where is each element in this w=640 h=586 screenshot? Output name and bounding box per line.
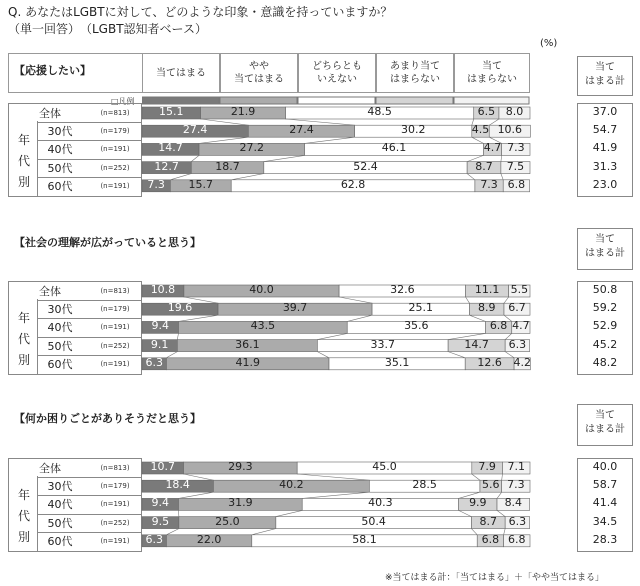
- value-label: 6.8: [489, 319, 508, 333]
- legend-swatch-4: [376, 97, 453, 104]
- total-header-1: 当て はまる計: [577, 56, 633, 96]
- age-group-char: 年: [17, 488, 30, 503]
- value-label: 7.3: [480, 177, 498, 191]
- sample-size-label: (n=813): [100, 464, 130, 472]
- value-label: 6.3: [145, 532, 163, 546]
- row-label: 全体: [39, 462, 61, 475]
- value-label: 40.0: [249, 283, 274, 296]
- row-label: 50代: [47, 339, 73, 353]
- value-label: 19.6: [167, 301, 193, 315]
- value-label: 6.8: [481, 532, 500, 546]
- value-label: 6.3: [508, 337, 527, 351]
- age-group-char: 別: [17, 530, 30, 545]
- sample-size-label: (n=191): [100, 323, 130, 332]
- value-label: 10.6: [497, 123, 523, 137]
- connector-line: [448, 352, 465, 358]
- connector-line: [178, 315, 218, 321]
- connector-line: [302, 492, 369, 498]
- row-divider: [38, 477, 142, 478]
- legend-swatch-5: [454, 97, 529, 104]
- sample-size-label: (n=813): [100, 109, 130, 117]
- total-value: 54.7: [592, 123, 618, 137]
- value-label: 40.2: [279, 478, 304, 492]
- legend-swatch-2: [220, 97, 297, 104]
- unit-label: (%): [540, 38, 558, 49]
- value-label: 4.7: [512, 319, 530, 333]
- total-value: 50.8: [592, 283, 618, 296]
- section-title-2: 【社会の理解が広がっていると思う】: [14, 236, 201, 249]
- value-label: 52.4: [353, 159, 378, 173]
- connector-line: [264, 155, 305, 161]
- total-value: 45.2: [592, 337, 618, 351]
- total-value: 34.5: [592, 514, 618, 528]
- connector-line: [252, 529, 276, 535]
- row-divider: [38, 159, 142, 160]
- value-label: 6.7: [508, 301, 526, 315]
- row-divider: [38, 514, 142, 515]
- value-label: 18.4: [165, 478, 190, 492]
- row-divider: [38, 495, 142, 496]
- value-label: 9.9: [469, 496, 487, 510]
- total-header-3: 当て はまる計: [577, 404, 633, 446]
- row-label: 40代: [47, 143, 73, 157]
- value-label: 22.0: [196, 532, 222, 546]
- value-label: 7.3: [507, 478, 525, 492]
- value-label: 8.0: [505, 105, 524, 118]
- value-label: 35.1: [384, 355, 410, 369]
- sample-size-label: (n=179): [100, 127, 130, 136]
- value-label: 6.3: [145, 355, 163, 369]
- section-title-3: 【何か困りごとがありそうだと思う】: [14, 412, 201, 425]
- row-label: 60代: [47, 357, 73, 371]
- age-group-char: 代: [17, 332, 30, 347]
- value-label: 27.4: [182, 123, 208, 137]
- value-label: 21.9: [230, 105, 256, 118]
- sample-size-label: (n=252): [100, 518, 130, 527]
- age-group-char: 別: [17, 175, 30, 190]
- value-label: 43.5: [250, 319, 276, 333]
- legend-swatch-bar: [142, 96, 530, 105]
- value-label: 6.8: [508, 532, 526, 546]
- value-label: 7.1: [507, 460, 525, 473]
- value-label: 15.1: [159, 105, 184, 118]
- value-label: 27.2: [239, 141, 265, 155]
- value-label: 28.5: [412, 478, 437, 492]
- value-label: 25.0: [215, 514, 240, 528]
- value-label: 36.1: [235, 337, 260, 351]
- row-divider: [38, 177, 142, 178]
- age-group-char: 代: [17, 154, 30, 169]
- value-label: 6.3: [508, 514, 527, 528]
- connector-line: [305, 137, 355, 143]
- total-value: 28.3: [592, 532, 618, 546]
- value-label: 7.5: [506, 159, 525, 173]
- row-divider: [38, 355, 142, 356]
- row-divider: [38, 337, 142, 338]
- column-header-3: どちらとも いえない: [298, 53, 376, 93]
- value-label: 5.5: [510, 283, 529, 296]
- value-label: 48.5: [367, 105, 392, 118]
- section-title-1: 【応援したい】: [14, 64, 91, 77]
- sample-size-label: (n=191): [100, 181, 130, 190]
- question-subtitle: （単一回答） （LGBT認知者ベース）: [8, 22, 207, 36]
- value-label: 12.6: [477, 355, 502, 369]
- value-label: 6.8: [507, 177, 526, 191]
- row-label: 30代: [47, 480, 73, 494]
- connector-line: [317, 333, 347, 339]
- value-label: 4.2: [513, 355, 531, 369]
- age-group-char: 代: [17, 509, 30, 524]
- value-label: 8.4: [504, 496, 523, 510]
- row-label: 全体: [39, 107, 61, 120]
- legend-label: □凡例: [111, 97, 135, 106]
- connector-line: [339, 297, 372, 303]
- value-label: 15.7: [188, 177, 214, 191]
- value-label: 29.3: [228, 460, 253, 473]
- sample-size-label: (n=813): [100, 287, 130, 295]
- total-value: 52.9: [592, 319, 618, 333]
- total-value: 48.2: [592, 355, 618, 369]
- value-label: 31.9: [228, 496, 253, 510]
- sample-size-label: (n=179): [100, 305, 130, 314]
- total-header-2: 当て はまる計: [577, 228, 633, 270]
- value-label: 12.7: [154, 159, 179, 173]
- column-header-5: 当て はまらない: [454, 53, 530, 93]
- total-value: 41.4: [592, 496, 618, 510]
- connector-line: [347, 315, 372, 321]
- connector-line: [276, 510, 302, 516]
- column-header-1: 当てはまる: [142, 53, 220, 93]
- age-group-char: 別: [17, 353, 30, 368]
- sample-size-label: (n=252): [100, 163, 130, 172]
- row-divider: [38, 300, 142, 301]
- value-label: 62.8: [340, 177, 366, 191]
- row-label: 30代: [47, 125, 73, 139]
- column-header-4: あまり当て はまらない: [376, 53, 454, 93]
- value-label: 9.1: [150, 337, 169, 351]
- row-label: 60代: [47, 179, 73, 193]
- value-label: 58.1: [352, 532, 377, 546]
- value-label: 25.1: [408, 301, 434, 315]
- value-label: 7.3: [507, 141, 525, 155]
- total-value: 41.9: [592, 141, 618, 155]
- connector-line: [191, 155, 199, 161]
- value-label: 33.7: [370, 337, 395, 351]
- question-text: Q. あなたはLGBTに対して、どのような印象・意識を持っていますか？: [8, 5, 393, 19]
- total-value: 23.0: [592, 177, 618, 191]
- value-label: 8.7: [479, 514, 498, 528]
- value-label: 7.9: [478, 460, 496, 473]
- age-group-char: 年: [17, 133, 30, 148]
- value-label: 5.6: [482, 478, 500, 492]
- value-label: 18.7: [215, 159, 240, 173]
- value-label: 45.0: [372, 460, 397, 473]
- value-label: 32.6: [390, 283, 415, 296]
- sample-size-label: (n=252): [100, 341, 130, 350]
- value-label: 11.1: [474, 283, 500, 296]
- value-label: 50.4: [361, 514, 386, 528]
- legend-swatch-1: [142, 97, 219, 104]
- total-value: 31.3: [592, 159, 618, 173]
- sample-size-label: (n=191): [100, 536, 130, 545]
- column-header-2: やや 当てはまる: [220, 53, 298, 93]
- row-label: 40代: [47, 498, 73, 512]
- value-label: 27.4: [289, 123, 314, 137]
- value-label: 14.7: [464, 337, 489, 351]
- value-label: 39.7: [282, 301, 308, 315]
- value-label: 9.4: [151, 319, 169, 333]
- connector-line: [178, 492, 213, 498]
- value-label: 8.9: [477, 301, 496, 315]
- row-divider: [38, 318, 142, 319]
- value-label: 14.7: [158, 141, 183, 155]
- row-label: 全体: [39, 285, 61, 298]
- sample-size-label: (n=191): [100, 145, 130, 154]
- value-label: 46.1: [381, 141, 407, 155]
- footnote: ※当てはまる計：「当てはまる」＋「やや当てはまる」: [385, 573, 605, 583]
- total-value: 58.7: [592, 478, 618, 492]
- legend-swatch-3: [298, 97, 375, 104]
- row-divider: [38, 122, 142, 123]
- total-value: 59.2: [592, 301, 618, 315]
- row-label: 40代: [47, 321, 73, 335]
- row-divider: [38, 532, 142, 533]
- value-label: 9.4: [151, 496, 169, 510]
- connector-line: [231, 174, 264, 180]
- value-label: 9.5: [151, 514, 170, 528]
- total-value: 40.0: [592, 460, 618, 473]
- value-label: 7.3: [147, 177, 165, 191]
- sample-size-label: (n=179): [100, 482, 130, 491]
- value-label: 4.7: [483, 141, 502, 155]
- row-divider: [38, 140, 142, 141]
- sample-size-label: (n=191): [100, 500, 130, 509]
- sample-size-label: (n=191): [100, 359, 130, 368]
- row-label: 50代: [47, 516, 73, 530]
- row-label: 30代: [47, 303, 73, 317]
- total-value: 37.0: [592, 105, 618, 118]
- age-group-char: 年: [17, 311, 30, 326]
- value-label: 4.5: [471, 123, 490, 137]
- value-label: 35.6: [404, 319, 429, 333]
- row-label: 50代: [47, 161, 73, 175]
- value-label: 10.7: [150, 460, 175, 473]
- value-label: 8.7: [475, 159, 493, 173]
- connector-line: [317, 352, 329, 358]
- value-label: 41.9: [235, 355, 260, 369]
- value-label: 40.3: [368, 496, 393, 510]
- row-label: 60代: [47, 534, 73, 548]
- value-label: 10.8: [150, 283, 176, 296]
- value-label: 30.2: [400, 123, 426, 137]
- value-label: 6.5: [477, 105, 496, 118]
